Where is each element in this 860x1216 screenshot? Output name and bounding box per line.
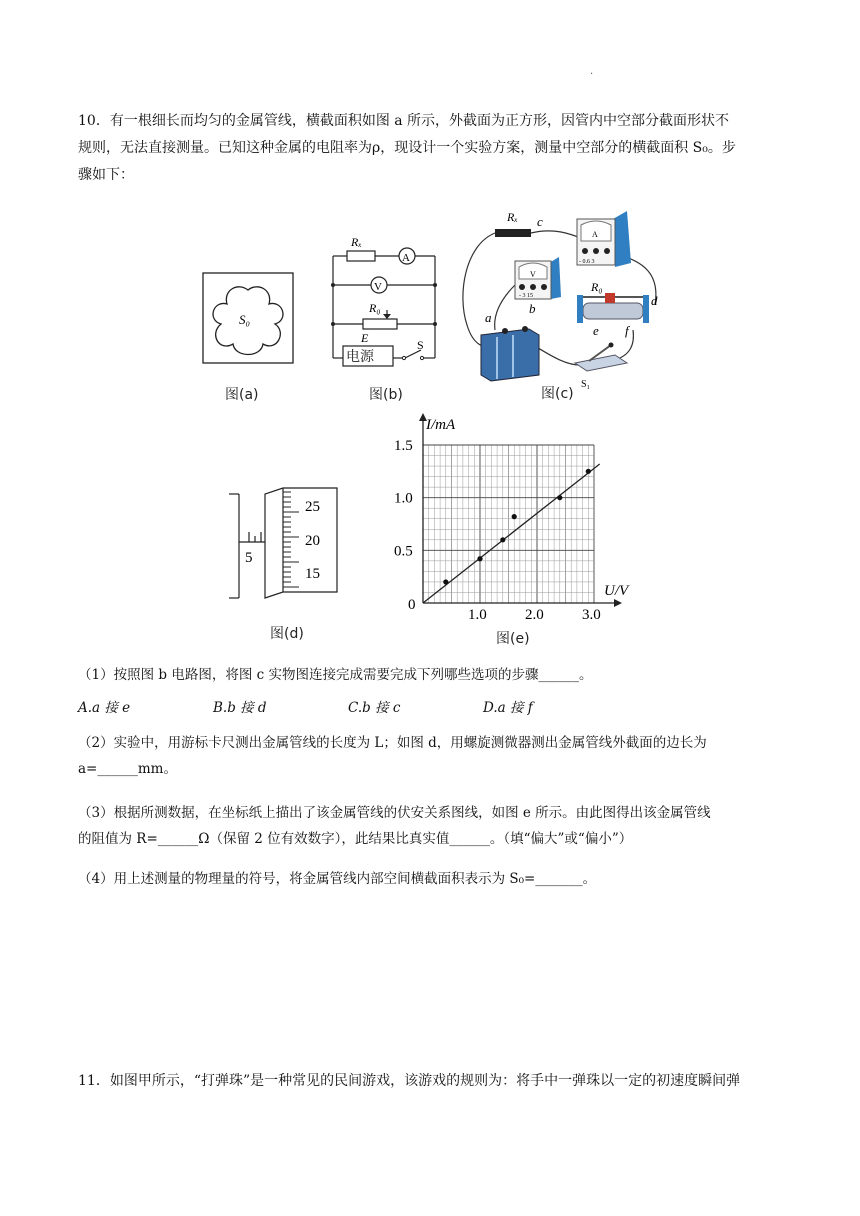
data-point (512, 514, 517, 519)
y-tick-label: 1.5 (394, 438, 413, 454)
source-label: 电源 (346, 349, 374, 365)
figure-d-micrometer (225, 480, 350, 645)
q10-part4: （4）用上述测量的物理量的符号，将金属管线内部空间横截面积表示为 S₀=_______。 (78, 871, 597, 887)
origin-label: 0 (408, 597, 416, 613)
battery-pack (481, 326, 539, 381)
switch-label: S (417, 338, 424, 352)
question-10-stem (78, 108, 788, 189)
c-r0-label: R₀ (591, 280, 603, 294)
question-11-stem (78, 1068, 788, 1095)
chart-grid (423, 445, 594, 603)
data-points (443, 469, 591, 585)
sleeve-label-5: 5 (245, 550, 253, 566)
voltmeter-scale: - 3 15 (519, 293, 533, 299)
tick-20: 20 (305, 533, 320, 549)
figure-c-apparatus (455, 205, 680, 405)
switch-device (575, 343, 627, 372)
wire-battery-switch (533, 345, 580, 365)
c-label: c (537, 214, 543, 229)
x-tick-label: 2.0 (525, 607, 544, 623)
page-marker: . (590, 66, 594, 77)
option-d: D.a 接 f (483, 700, 533, 716)
q10-line2: 规则，无法直接测量。已知这种金属的电阻率为ρ，现设计一个实验方案，测量中空部分的横截面积 S₀。步 (78, 140, 736, 156)
option-b: B.b 接 d (213, 700, 267, 716)
rheostat-r0 (363, 319, 397, 329)
figure-e-caption: 图(e) (496, 631, 530, 647)
figure-d-caption: 图(d) (270, 626, 304, 642)
thimble (265, 488, 337, 598)
figure-e-chart (380, 405, 640, 655)
rx-resistor-photo (495, 229, 531, 237)
rx-resistor (347, 251, 375, 261)
ammeter-scale: - 0.6 3 (579, 259, 595, 265)
voltmeter-device-label: V (530, 270, 536, 279)
option-c: C.b 接 c (348, 700, 401, 716)
data-point (443, 579, 448, 584)
q10-part2-line2: a=______mm。 (78, 761, 177, 777)
figure-c-caption: 图(c) (541, 386, 574, 402)
voltmeter-device (515, 257, 561, 299)
f-label: f (625, 323, 629, 338)
q10-line1: 10．有一根细长而均匀的金属管线，横截面积如图 a 所示，外截面为正方形，因管内中空部分截面形状不 (78, 113, 730, 129)
q10-part3-line2: 的阻值为 R=______Ω（保留 2 位有效数字），此结果比真实值______。（填“偏大”或“偏小”） (78, 831, 633, 847)
y-tick-label: 1.0 (394, 490, 413, 507)
wire-c (531, 231, 583, 239)
emf-label: E (361, 331, 369, 345)
s1-label: S₁ (581, 379, 591, 390)
y-tick-label: 0.5 (394, 543, 413, 560)
tick-15: 15 (305, 566, 320, 582)
rx-label: Rₓ (351, 235, 362, 249)
q10-line3: 骤如下： (78, 167, 134, 183)
wire-b (495, 285, 515, 330)
q10-part3-line1: （3）根据所测数据，在坐标纸上描出了该金属管线的伏安关系图线，如图 e 所示。由此图得出该金属管线 (78, 805, 711, 821)
q10-part2-line1: （2）实验中，用游标卡尺测出金属管线的长度为 L；如图 d，用螺旋测微器测出金属管线外截面的边长为 (78, 735, 707, 751)
option-a: A.a 接 e (78, 700, 131, 716)
rheostat-device (577, 293, 649, 323)
q10-part3 (78, 800, 788, 852)
data-point (586, 469, 591, 474)
chart-tick-labels (394, 438, 601, 623)
figure-a (195, 268, 305, 408)
q11-line1: 11．如图甲所示，“打弹珠”是一种常见的民间游戏，该游戏的规则为：将手中一弹珠以一定的初速度瞬间弹 (78, 1073, 741, 1089)
tick-25: 25 (305, 499, 320, 515)
ammeter-device (577, 211, 631, 267)
wire-a (463, 233, 495, 347)
q10-options (78, 696, 618, 716)
thimble-ticks (283, 492, 299, 587)
e-label: e (593, 323, 599, 338)
ammeter-device-label: A (592, 230, 598, 239)
figure-b-circuit (325, 228, 445, 408)
data-point (500, 537, 505, 542)
x-axis-label: U/V (604, 583, 629, 599)
data-point (557, 495, 562, 500)
q10-part2 (78, 730, 788, 782)
r0-label: R₀ (369, 301, 381, 315)
voltmeter-label: V (374, 281, 382, 293)
ammeter-label: A (402, 252, 410, 264)
c-rx-label: Rₓ (507, 210, 518, 224)
b-label: b (529, 301, 536, 316)
figure-b-caption: 图(b) (369, 387, 403, 403)
s0-label: S₀ (239, 312, 251, 327)
d-label: d (651, 293, 658, 308)
x-axis-arrow (614, 599, 622, 607)
data-point (477, 556, 482, 561)
y-axis-label: I/mA (426, 417, 456, 433)
figure-a-caption: 图(a) (225, 387, 259, 403)
x-tick-label: 3.0 (582, 607, 601, 623)
chart-axes (419, 413, 622, 607)
a-label: a (485, 310, 492, 325)
q10-part1: （1）按照图 b 电路图，将图 c 实物图连接完成需要完成下列哪些选项的步骤______。 (78, 667, 593, 683)
x-tick-label: 1.0 (468, 607, 487, 623)
